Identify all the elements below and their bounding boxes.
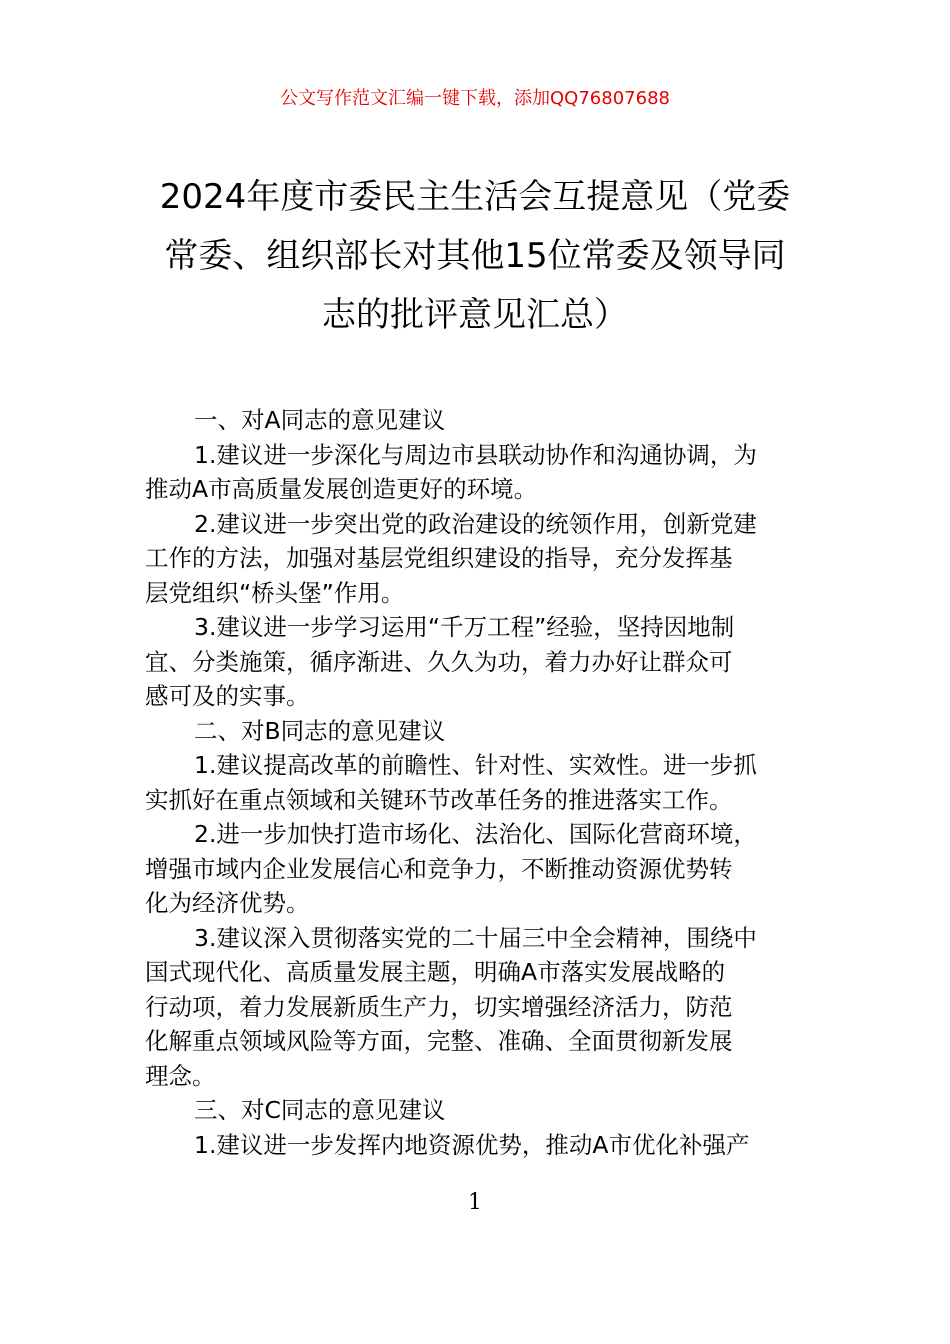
section-heading-b: 二、对B同志的意见建议 xyxy=(194,716,446,745)
document-body xyxy=(145,403,807,1162)
document-title xyxy=(140,168,810,345)
paragraph-line: 层党组织“桥头堡”作用。 xyxy=(145,578,405,607)
paragraph-line: 1.建议提高改革的前瞻性、针对性、实效性。进一步抓 xyxy=(194,751,757,779)
paragraph-line: 2.建议进一步突出党的政治建设的统领作用，创新党建 xyxy=(194,509,757,538)
title-line-3: 志的批评意见汇总） xyxy=(322,295,628,335)
paragraph-line: 化解重点领域风险等方面，完整、准确、全面贯彻新发展 xyxy=(145,1027,733,1055)
paragraph-line: 国式现代化、高质量发展主题，明确A市落实发展战略的 xyxy=(145,958,726,986)
section-heading-c: 三、对C同志的意见建议 xyxy=(194,1096,446,1124)
paragraph-line: 2.进一步加快打造市场化、法治化、国际化营商环境， xyxy=(194,820,757,848)
page-number: 1 xyxy=(468,1190,482,1215)
paragraph-line: 工作的方法，加强对基层党组织建设的指导，充分发挥基 xyxy=(145,544,733,572)
title-line-1: 2024年度市委民主生活会互提意见（党委 xyxy=(159,177,791,217)
paragraph-line: 化为经济优势。 xyxy=(145,889,310,917)
paragraph-line: 推动A市高质量发展创造更好的环境。 xyxy=(145,475,538,503)
download-banner: 公文写作范文汇编一键下载，添加QQ76807688 xyxy=(280,88,670,109)
paragraph-line: 感可及的实事。 xyxy=(145,682,310,710)
section-heading-a: 一、对A同志的意见建议 xyxy=(194,406,446,434)
paragraph-line: 增强市域内企业发展信心和竞争力，不断推动资源优势转 xyxy=(145,854,733,883)
title-line-2: 常委、组织部长对其他15位常委及领导同 xyxy=(164,236,786,276)
paragraph-line: 3.建议深入贯彻落实党的二十届三中全会精神，围绕中 xyxy=(194,923,757,952)
paragraph-line: 3.建议进一步学习运用“千万工程”经验，坚持因地制 xyxy=(194,613,735,641)
paragraph-line: 宜、分类施策，循序渐进、久久为功，着力办好让群众可 xyxy=(145,647,733,676)
paragraph-line: 1.建议进一步发挥内地资源优势，推动A市优化补强产 xyxy=(194,1130,750,1159)
paragraph-line: 行动项，着力发展新质生产力，切实增强经济活力，防范 xyxy=(145,992,733,1021)
paragraph-line: 实抓好在重点领域和关键环节改革任务的推进落实工作。 xyxy=(145,785,733,814)
paragraph-line: 理念。 xyxy=(145,1061,216,1090)
paragraph-line: 1.建议进一步深化与周边市县联动协作和沟通协调，为 xyxy=(194,440,757,469)
